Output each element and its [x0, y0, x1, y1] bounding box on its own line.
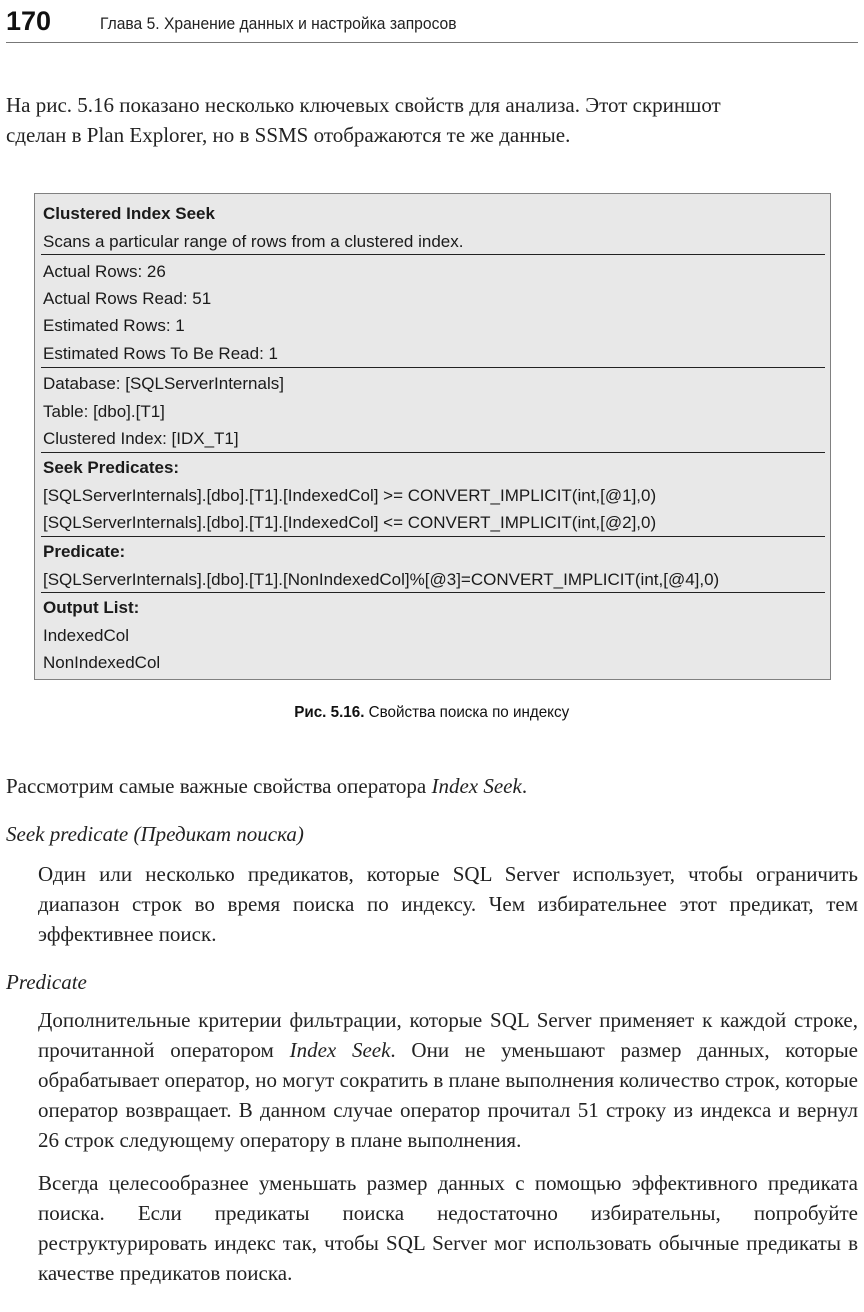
term-seek-predicate: Seek predicate (Предикат поиска): [6, 822, 304, 846]
operator-title: Clustered Index Seek: [43, 204, 215, 223]
caption-label: Рис. 5.16.: [294, 704, 365, 721]
property-row: Clustered Index: [IDX_T1]: [43, 429, 239, 448]
seek-predicates-label: Seek Predicates:: [43, 458, 180, 477]
property-row: Estimated Rows: 1: [43, 316, 185, 335]
property-row: Table: [dbo].[T1]: [43, 402, 165, 421]
property-row: Actual Rows: 26: [43, 262, 166, 281]
caption-text: Свойства поиска по индексу: [368, 704, 570, 721]
divider: [41, 536, 825, 537]
intro-paragraph: [6, 90, 858, 150]
lead-paragraph: Рассмотрим самые важные свойства оператора Index Seek.: [6, 774, 528, 798]
definition-italic: Index Seek: [289, 1038, 391, 1062]
predicate-row: [SQLServerInternals].[dbo].[T1].[NonIndexedCol]%[@3]=CONVERT_IMPLICIT(int,[@4],0): [43, 570, 720, 589]
seek-predicate-row: [SQLServerInternals].[dbo].[T1].[IndexedCol] >= CONVERT_IMPLICIT(int,[@1],0): [43, 486, 657, 505]
figure-caption: [0, 702, 864, 724]
operator-description: Scans a particular range of rows from a clustered index.: [43, 232, 464, 251]
chapter-title: Глава 5. Хранение данных и настройка запросов: [100, 14, 457, 33]
definition-predicate: Дополнительные критерии фильтрации, которые SQL Server применяет к каждой строке, прочитанной оператором Index Seek. Они не уменьшают размер данных, которые обрабатывает оператор, но могут сократить в плане выполнения количество строк, которые оператор возвращает. В данном случае оператор прочитал 51 строку из индекса и вернул 26 строк следующему оператору в плане выполнения.: [38, 1008, 858, 1152]
divider: [41, 367, 825, 368]
intro-line: На рис. 5.16 показано несколько ключевых свойств для анализа. Этот скриншот: [6, 93, 721, 117]
output-column: NonIndexedCol: [43, 653, 161, 672]
running-header: [6, 6, 858, 43]
divider: [41, 452, 825, 453]
intro-line: сделан в Plan Explorer, но в SSMS отображаются те же данные.: [6, 123, 571, 147]
page-number: 170: [6, 6, 52, 36]
property-row: Estimated Rows To Be Read: 1: [43, 344, 278, 363]
definition-seek-predicate: Один или несколько предикатов, которые SQL Server использует, чтобы ограничить диапазон строк во время поиска по индексу. Чем избирательнее этот предикат, тем эффективнее поиск.: [38, 862, 858, 946]
properties-panel: [34, 193, 831, 680]
output-column: IndexedCol: [43, 626, 130, 645]
property-row: Actual Rows Read: 51: [43, 289, 212, 308]
divider: [41, 254, 825, 255]
closing-paragraph: Всегда целесообразнее уменьшать размер данных с помощью эффективного предиката поиска. Если предикаты поиска недостаточно избирательны, попробуйте реструктурировать индекс так, чтобы SQL Server мог использовать обычные предикаты в качестве предикатов поиска.: [38, 1171, 858, 1285]
property-row: Database: [SQLServerInternals]: [43, 374, 284, 393]
seek-predicate-row: [SQLServerInternals].[dbo].[T1].[IndexedCol] <= CONVERT_IMPLICIT(int,[@2],0): [43, 513, 657, 532]
lead-italic: Index Seek: [431, 774, 522, 798]
term-predicate: Predicate: [6, 970, 87, 994]
divider: [41, 592, 825, 593]
predicate-label: Predicate:: [43, 542, 126, 561]
output-list-label: Output List:: [43, 598, 140, 617]
